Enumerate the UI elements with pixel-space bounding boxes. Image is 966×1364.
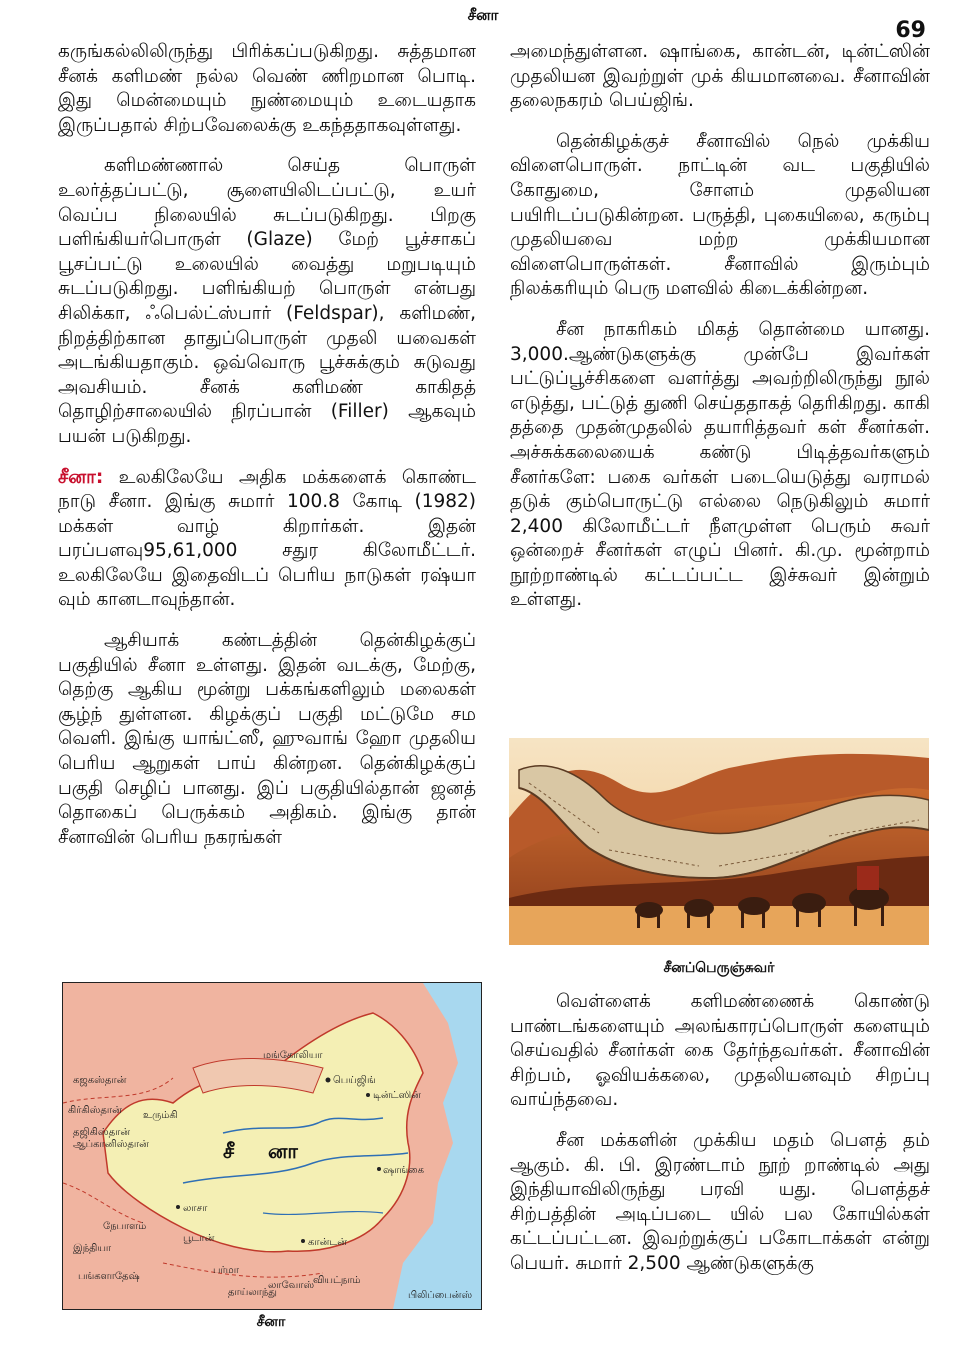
city-dot	[301, 1239, 305, 1243]
map-label: ஆப்கானிஸ்தான்	[73, 1139, 149, 1150]
city-dot	[377, 1167, 381, 1171]
city-dot	[366, 1093, 370, 1097]
map-label: பர்மா	[213, 1265, 239, 1276]
paragraph: வெள்ளைக் களிமண்ணைக் கொண்டு பாண்டங்களையும் அலங்காரப்பொருள் களையும் செய்வதில் சீனர்கள் கை தேர்ந்தவர்கள். சீனாவின் சிற்பம், ஓவியக்கலை, முதலியனவும் சிறப்பு வாய்ந்தவை.	[510, 991, 930, 1111]
paragraph: தென்கிழக்குச் சீனாவில் நெல் முக்கிய விளைபொருள். நாட்டின் வட பகுதியில் கோதுமை, சோளம் முதலியன பயிரிடப்படுகின்றன. பருத்தி, புகையிலை, கரும்பு முதலியவை மற்ற முக்கியமான விளைபொருள்கள். சீனாவில் இரும்பும் நிலக்கரியும் பெரு மளவில் கிடைக்கின்றன.	[510, 130, 930, 300]
map-label: தஜிகிஸ்தான்	[73, 1127, 131, 1138]
map-label: ஷாங்கை	[383, 1165, 425, 1176]
entry-text: உலகிலேயே அதிக மக்களைக் கொண்ட நாடு சீனா. இங்கு சுமார் 100.8 கோடி (1982) மக்கள் வாழ் கிறார்கள். இதன் பரப்பளவு95,61,000 சதுர கிலோமீட்டர். உலகிலேயே இதைவிடப் பெரிய நாடுகள் ரஷ்யா வும் கானடாவுந்தான்.	[58, 466, 476, 611]
great-wall-illustration	[509, 738, 929, 945]
map-label: லாசா	[183, 1203, 208, 1214]
map-label: லாவோஸ்	[268, 1280, 315, 1291]
wall-caption: சீனப்பெருஞ்சுவர்	[663, 960, 775, 976]
china-map-drawing	[63, 983, 481, 1309]
left-column	[58, 40, 476, 866]
map-label: கஜகஸ்தான்	[73, 1075, 127, 1086]
map-label: இந்தியா	[73, 1243, 112, 1254]
map-label: சீ	[223, 1139, 235, 1163]
map-label: பிலிப்பைன்ஸ்	[408, 1290, 473, 1301]
china-map	[62, 982, 482, 1310]
map-label: கான்டன்	[308, 1237, 347, 1248]
paragraph: ஆசியாக் கண்டத்தின் தென்கிழக்குப் பகுதியில் சீனா உள்ளது. இதன் வடக்கு, மேற்கு, தெற்கு ஆகிய மூன்று பக்கங்களிலும் மலைகள் சூழ்ந் துள்ளன. கிழக்குப் பகுதி மட்டுமே சம வெளி. இங்கு யாங்ட்ஸீ, ஹுவாங் ஹோ முதலிய பெரிய ஆறுகள் பாய் கின்றன. தென்கிழக்குப் பகுதி செழிப் பானது. இப் பகுதியில்தான் ஜனத் தொகைப் பெருக்கம் அதிகம். இங்கு தான் சீனாவின் பெரிய நகரங்கள்	[58, 630, 476, 848]
great-wall-drawing	[509, 738, 929, 945]
map-label: தாய்லாந்து	[228, 1287, 277, 1298]
map-label: டின்ட்ஸின்	[373, 1090, 421, 1101]
map-label: உரும்கி	[143, 1110, 178, 1121]
running-title: சீனா	[467, 6, 499, 24]
paragraph: அமைந்துள்ளன. ஷாங்கை, கான்டன், டின்ட்ஸின் முதலியன இவற்றுள் முக் கியமானவை. சீனாவின் தலைநகரம் பெய்ஜிங்.	[510, 41, 930, 112]
map-label: பங்களாதேஷ்	[78, 1271, 140, 1282]
map-label: கிர்கிஸ்தான்	[68, 1105, 122, 1116]
page-number: 69	[895, 18, 926, 43]
map-label: பூடான்	[183, 1233, 215, 1244]
city-dot	[176, 1205, 180, 1209]
entry-paragraph	[58, 466, 476, 614]
paragraph: சீன நாகரிகம் மிகத் தொன்மை யானது. 3,000.ஆண்டுகளுக்கு முன்பே இவர்கள் பட்டுப்பூச்சிகளை வளர்த்து அவற்றிலிருந்து நூல் எடுத்து, பட்டுத் துணி செய்ததாகத் தெரிகிறது. காகி தத்தை முதன்முதலில் தயாரித்தவர் கள் சீனர்கள். அச்சுக்கலையைக் கண்டு பிடித்தவர்களும் சீனர்களே: பகை வர்கள் படையெடுத்து வராமல் தடுக் கும்பொருட்டு எல்லை நெடுகிலும் சுமார் 2,400 கிலோமீட்டர் நீளமுள்ள பெரும் சுவர் ஒன்றைச் சீனர்கள் எழுப் பினர். கி.மு. மூன்றாம் நூற்றாண்டில் கட்டப்பட்ட இச்சுவர் இன்றும் உள்ளது.	[510, 318, 930, 611]
paragraph: சீன மக்களின் முக்கிய மதம் பௌத் தம் ஆகும். கி. பி. இரண்டாம் நூற் றாண்டில் அது இந்தியாவிலிருந்து பரவி யது. பௌத்தச் சிற்பத்தின் அடிப்படை யில் பல கோயில்கள் கட்டப்பட்டன. இவற்றுக்குப் பகோடாக்கள் என்று பெயர். சுமார் 2,500 ஆண்டுகளுக்கு	[510, 1129, 930, 1274]
map-caption: சீனா	[256, 1314, 286, 1330]
right-column	[510, 40, 930, 629]
city-dot	[326, 1078, 331, 1083]
paragraph: களிமண்ணால் செய்த பொருள் உலர்த்தப்பட்டு, சூளையிலிடப்பட்டு, உயர் வெப்ப நிலையில் சுடப்படுகிறது. பிறகு பளிங்கியர்பொருள் (Glaze) மேற் பூச்சாகப் பூசப்பட்டு உலையில் வைத்து மறுபடியும் சுடப்படுகிறது. பளிங்கியற் பொருள் என்பது சிலிக்கா, ஃபெல்ட்ஸ்பார் (Feldspar), களிமண், நிறத்திற்கான தாதுப்பொருள் முதலி யவைகள் அடங்கியதாகும். ஒவ்வொரு பூச்சுக்கும் சுடுவது அவசியம். சீனக் களிமண் காகிதத் தொழிற்சாலையில் நிரப்பான் (Filler) ஆகவும் பயன் படுகிறது.	[58, 155, 476, 447]
map-label: பெய்ஜிங்	[333, 1075, 376, 1086]
map-label: வியட்நாம்	[313, 1275, 361, 1286]
map-label: மங்கோலியா	[263, 1050, 323, 1061]
paragraph: கருங்கல்லிலிருந்து பிரிக்கப்படுகிறது. சுத்தமான சீனக் களிமண் நல்ல வெண் ணிறமான பொடி. இது மென்மையும் நுண்மையும் உடையதாக இருப்பதால் சிற்பவேலைக்கு உகந்ததாகவுள்ளது.	[58, 41, 476, 136]
map-label: னா	[268, 1139, 298, 1163]
right-column-lower	[510, 990, 930, 1293]
entry-heading: சீனா:	[58, 466, 104, 488]
map-label: நேபாளம்	[103, 1221, 147, 1232]
